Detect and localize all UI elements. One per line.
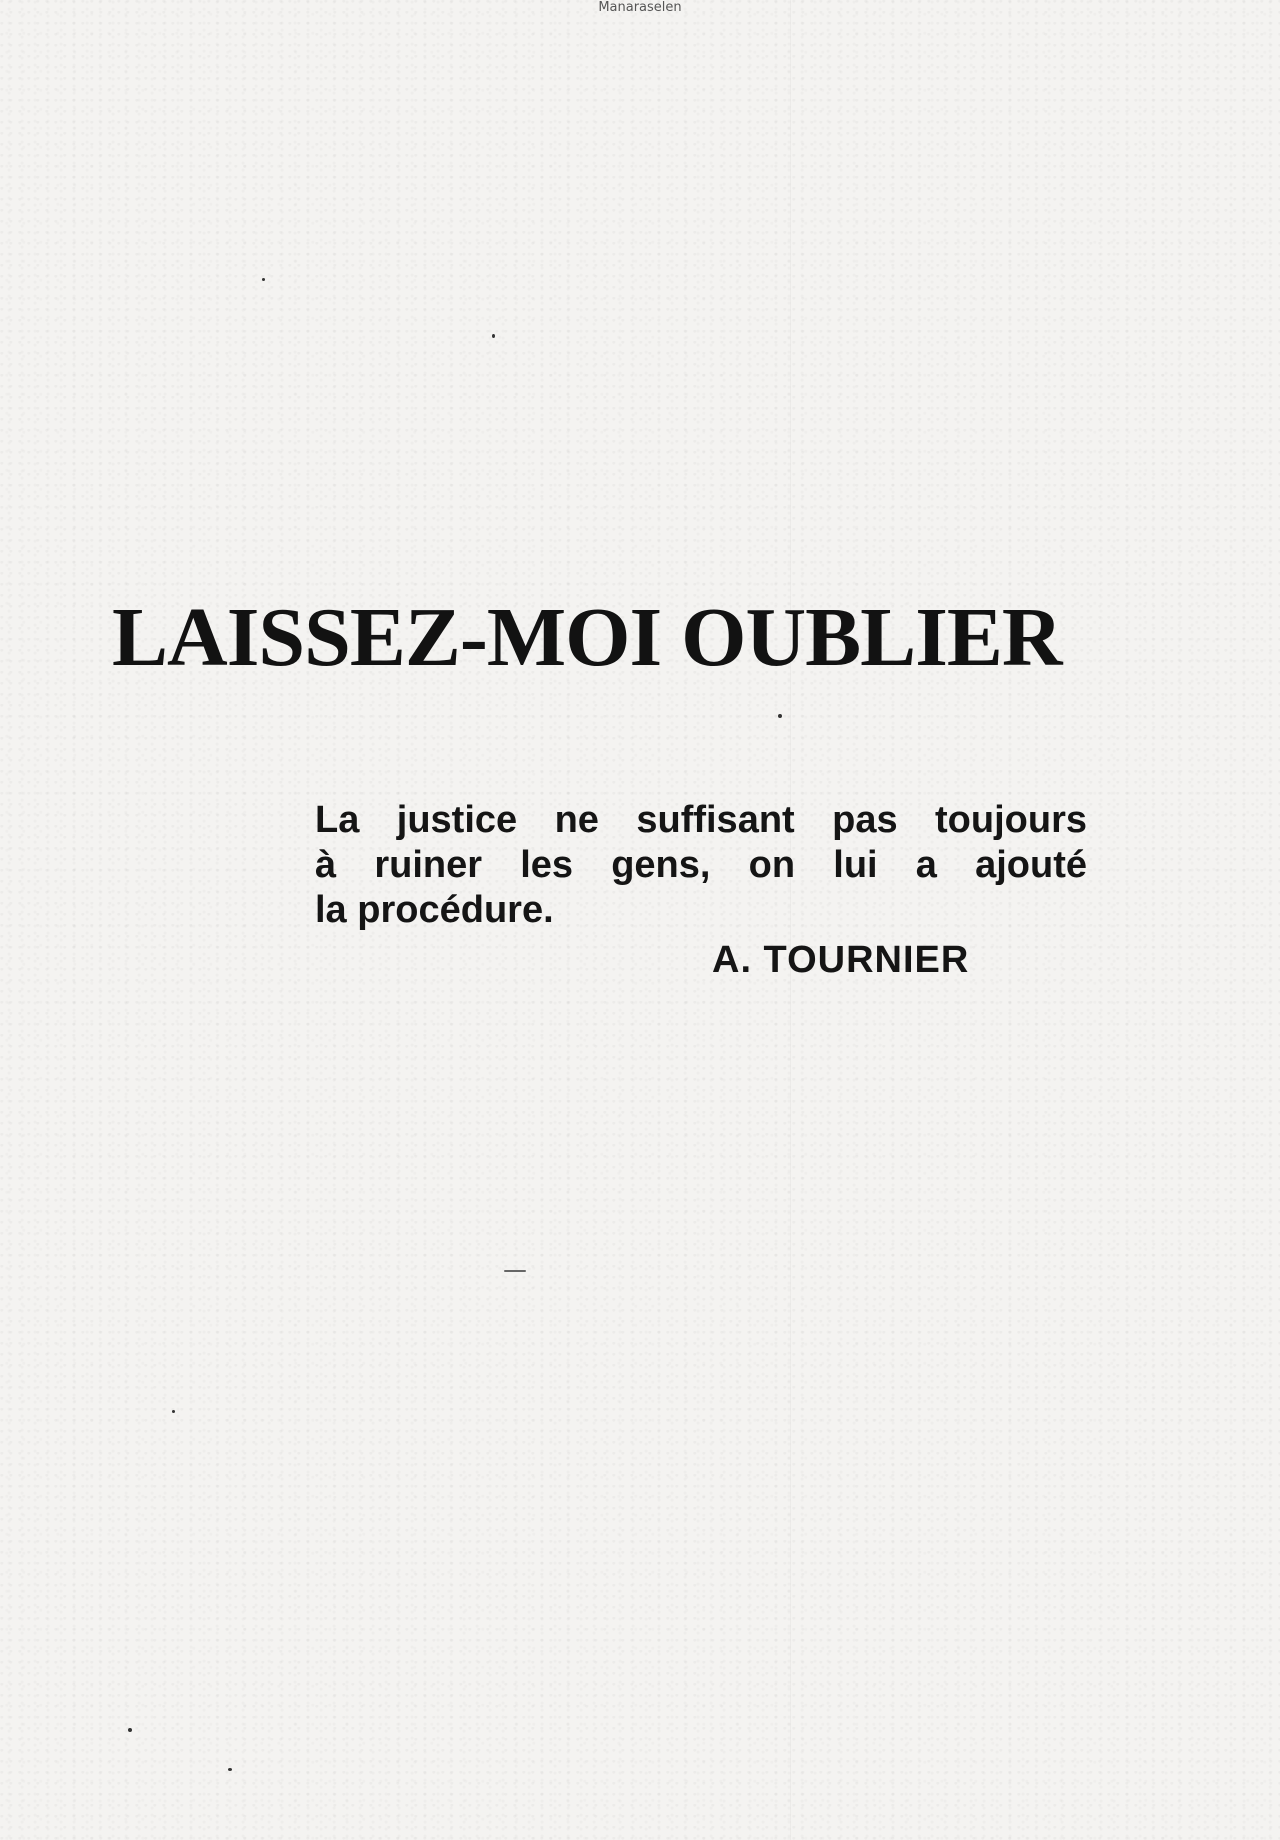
paper-speck	[778, 714, 782, 718]
paper-speck	[504, 1270, 526, 1272]
epigraph-line: à ruiner les gens, on lui a ajouté	[315, 844, 1087, 886]
paper-speck	[228, 1768, 232, 1771]
epigraph-quote	[315, 798, 1087, 933]
epigraph-author: A. TOURNIER	[712, 939, 970, 981]
epigraph-line: la procédure.	[315, 889, 554, 931]
paper-speck	[172, 1410, 175, 1413]
epigraph-line: La justice ne suffisant pas toujours	[315, 799, 1087, 841]
page-title: LAISSEZ-MOI OUBLIER	[112, 591, 1062, 684]
paper-speck	[262, 278, 265, 281]
paper-speck	[492, 334, 495, 338]
watermark: Manaraselen	[598, 0, 682, 15]
paper-speck	[128, 1728, 132, 1732]
